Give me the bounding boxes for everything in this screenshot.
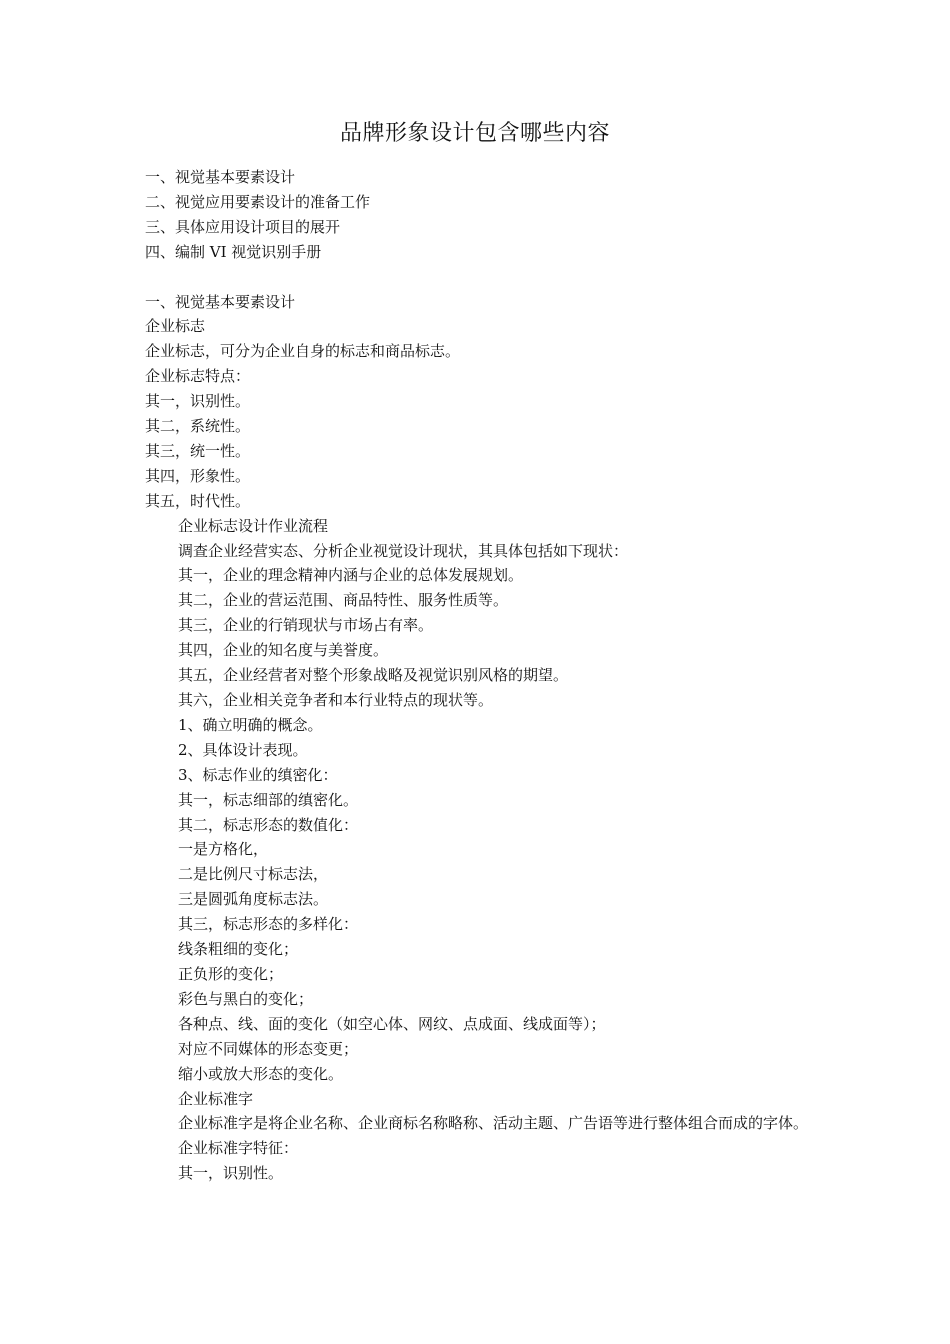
list-item: 其一，识别性。: [145, 392, 251, 411]
section-heading: 一、视觉基本要素设计: [145, 292, 296, 311]
page-title: 品牌形象设计包含哪些内容: [339, 121, 610, 146]
list-item: 其四，形象性。: [145, 466, 251, 485]
list-item: 一是方格化，: [178, 840, 269, 859]
list-item: 彩色与黑白的变化；: [178, 989, 314, 1008]
subsection-heading: 企业标志设计作业流程: [178, 516, 329, 535]
paragraph: 调查企业经营实态、分析企业视觉设计现状，其具体包括如下现状：: [178, 541, 629, 560]
toc-item: 一、视觉基本要素设计: [145, 168, 296, 186]
list-heading: 其三，标志形态的多样化：: [178, 915, 359, 934]
list-item: 各种点、线、面的变化（如空心体、网纹、点成面、线成面等）；: [178, 1014, 606, 1033]
subsection-heading: 企业标准字: [178, 1089, 254, 1108]
list-item: 其一，企业的理念精神内涵与企业的总体发展规划。: [178, 566, 524, 585]
list-item: 其一，标志细部的缜密化。: [178, 790, 359, 809]
list-item: 其六，企业相关竞争者和本行业特点的现状等。: [178, 691, 494, 710]
list-item: 正负形的变化；: [178, 964, 284, 983]
list-item: 其三，统一性。: [145, 441, 251, 460]
list-item: 线条粗细的变化；: [178, 940, 299, 959]
list-heading: 企业标志特点：: [145, 367, 251, 386]
list-item: 其五，时代性。: [145, 491, 251, 510]
list-item: 其二，标志形态的数值化：: [178, 815, 359, 834]
blank-line: [145, 265, 815, 290]
document-body: [145, 165, 815, 1186]
step-item: 2、具体设计表现。: [178, 740, 308, 759]
toc-item: 二、视觉应用要素设计的准备工作: [145, 192, 371, 211]
step-item: 1、确立明确的概念。: [178, 715, 323, 734]
list-item: 其二，系统性。: [145, 417, 251, 436]
list-item: 三是圆弧角度标志法。: [178, 890, 329, 909]
list-item: 其四，企业的知名度与美誉度。: [178, 641, 389, 660]
list-item: 其五，企业经营者对整个形象战略及视觉识别风格的期望。: [178, 666, 569, 685]
toc-item: 三、具体应用设计项目的展开: [145, 217, 341, 236]
list-item: 其三，企业的行销现状与市场占有率。: [178, 616, 434, 635]
toc-item: 四、编制 VI 视觉识别手册: [145, 242, 322, 261]
paragraph: 企业标志，可分为企业自身的标志和商品标志。: [145, 342, 461, 361]
list-item: 其一，识别性。: [178, 1164, 284, 1183]
paragraph: 企业标准字是将企业名称、企业商标名称略称、活动主题、广告语等进行整体组合而成的字体。: [178, 1114, 809, 1133]
list-item: 缩小或放大形态的变化。: [178, 1064, 344, 1083]
list-heading: 企业标准字特征：: [178, 1139, 299, 1158]
list-item: 二是比例尺寸标志法，: [178, 865, 329, 884]
step-item: 3、标志作业的缜密化：: [178, 765, 338, 784]
subsection-heading: 企业标志: [145, 317, 206, 336]
list-item: 对应不同媒体的形态变更；: [178, 1039, 359, 1058]
list-item: 其二，企业的营运范围、商品特性、服务性质等。: [178, 591, 509, 610]
